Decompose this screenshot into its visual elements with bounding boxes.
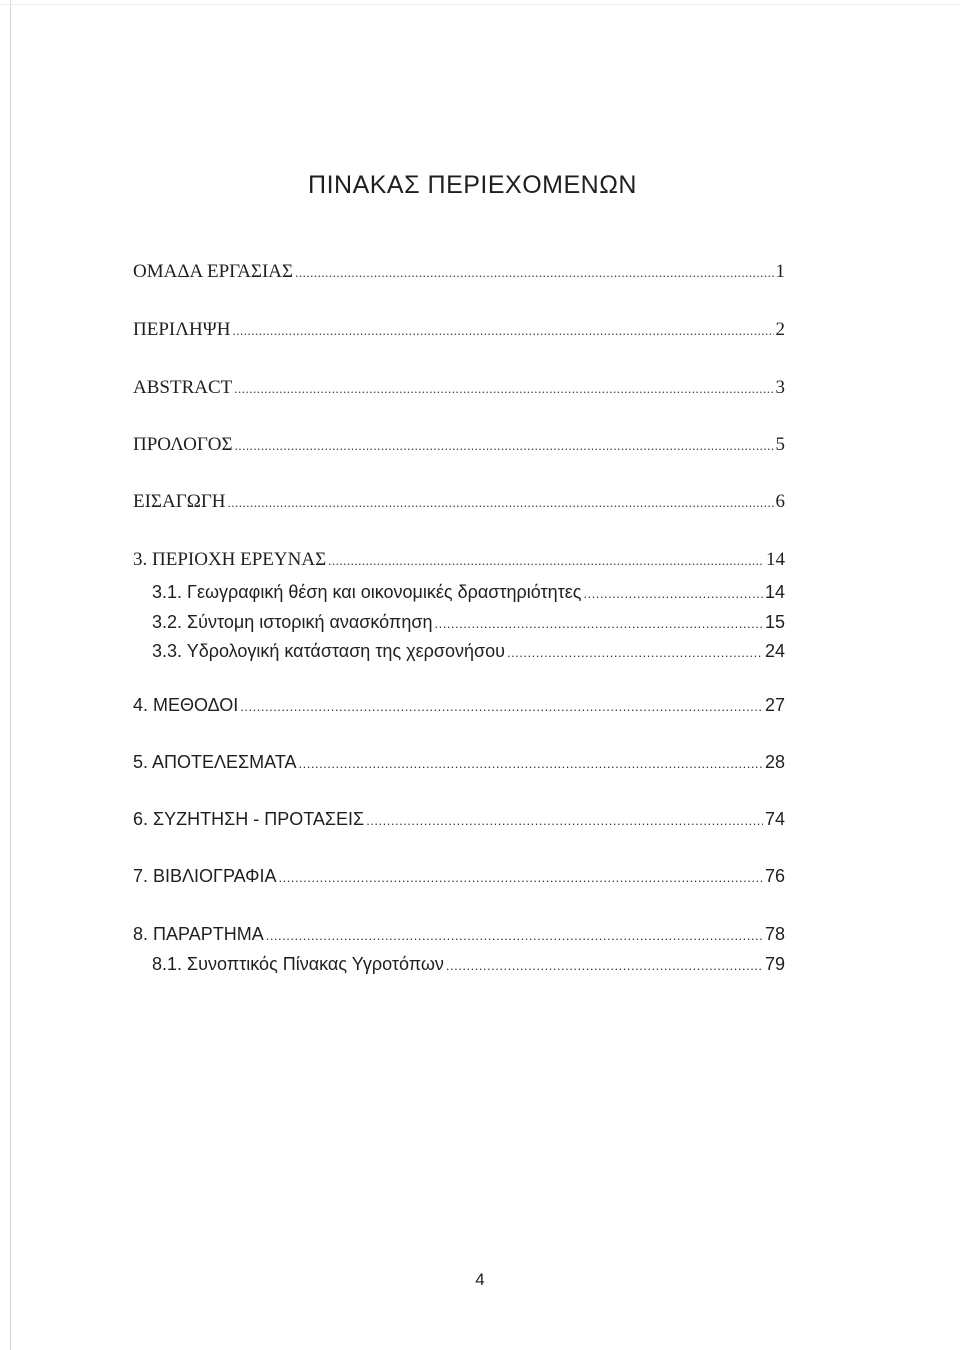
toc-entry-label: 6. ΣΥΖΗΤΗΣΗ - ΠΡΟΤΑΣΕΙΣ (133, 809, 365, 829)
toc-entry-page: 24 (764, 641, 785, 661)
toc-entry-page: 14 (764, 582, 785, 602)
toc-dot-leader (328, 549, 764, 573)
toc-entry-label: 7. ΒΙΒΛΙΟΓΡΑΦΙΑ (133, 866, 277, 886)
toc-entry[interactable] (133, 433, 785, 457)
toc-entry-label: 8. ΠΑΡΑΡΤΗΜΑ (133, 924, 264, 944)
toc-entry-page: 2 (775, 319, 785, 340)
toc-entry-page: 1 (775, 261, 785, 282)
toc-dot-leader (234, 377, 773, 401)
toc-entry[interactable] (133, 922, 785, 946)
toc-entry-page: 5 (775, 434, 785, 455)
toc-entry[interactable] (133, 807, 785, 831)
toc-entry-label: ΠΡΟΛΟΓΟΣ (133, 434, 233, 455)
toc-entry-page: 14 (766, 549, 785, 570)
toc-entry-label: ΠΕΡΙΛΗΨΗ (133, 319, 231, 340)
toc-entry-page: 76 (764, 866, 785, 886)
toc-entry-label: ΟΜΑΔΑ ΕΡΓΑΣΙΑΣ (133, 261, 294, 282)
toc-dot-leader (228, 491, 774, 515)
page-title: ΠΙΝΑΚΑΣ ΠΕΡΙΕΧΟΜΕΝΩΝ (308, 171, 637, 199)
toc-entry[interactable] (152, 580, 785, 604)
toc-dot-leader (446, 954, 763, 978)
toc-entry[interactable] (133, 750, 785, 774)
toc-entry-page: 3 (775, 377, 785, 398)
toc-entry[interactable] (152, 639, 785, 663)
toc-entry-page: 78 (764, 924, 785, 944)
toc-entry-page: 6 (775, 491, 785, 512)
toc-entry-label: 4. ΜΕΘΟΔΟΙ (133, 695, 239, 715)
toc-entry-label: ABSTRACT (133, 377, 233, 398)
toc-entry[interactable] (133, 376, 785, 400)
toc-entry-label: 3. ΠΕΡΙΟΧΗ ΕΡΕΥΝΑΣ (133, 549, 327, 570)
toc-entry[interactable] (133, 548, 785, 572)
page-number: 4 (475, 1270, 485, 1289)
toc-dot-leader (366, 809, 763, 833)
toc-entry[interactable] (133, 693, 785, 717)
toc-entry-label: ΕΙΣΑΓΩΓΗ (133, 491, 226, 512)
toc-dot-leader (240, 695, 763, 719)
toc-entry[interactable] (133, 864, 785, 888)
toc-entry[interactable] (133, 490, 785, 514)
scan-edge-line (10, 0, 11, 1350)
toc-dot-leader (279, 866, 763, 890)
toc-dot-leader (299, 752, 763, 776)
toc-entry-page: 27 (764, 695, 785, 715)
toc-entry[interactable] (133, 260, 785, 284)
toc-dot-leader (507, 641, 763, 665)
toc-entry-label: 3.2. Σύντομη ιστορική ανασκόπηση (152, 612, 433, 632)
toc-dot-leader (583, 582, 763, 606)
toc-dot-leader (434, 612, 762, 636)
toc-dot-leader (295, 261, 773, 285)
toc-dot-leader (235, 434, 774, 458)
toc-entry[interactable] (133, 318, 785, 342)
toc-entry-page: 28 (764, 752, 785, 772)
toc-dot-leader (232, 319, 773, 343)
toc-entry[interactable] (152, 610, 785, 634)
toc-entry[interactable] (152, 952, 785, 976)
toc-entry-label: 3.3. Υδρολογική κατάσταση της χερσονήσου (152, 641, 505, 661)
scan-top-line (0, 4, 960, 5)
toc-entry-label: 8.1. Συνοπτικός Πίνακας Υγροτόπων (152, 954, 444, 974)
toc-entry-page: 15 (764, 612, 785, 632)
toc-entry-label: 5. ΑΠΟΤΕΛΕΣΜΑΤΑ (133, 752, 297, 772)
toc-dot-leader (266, 924, 763, 948)
toc-entry-label: 3.1. Γεωγραφική θέση και οικονομικές δραστηριότητες (152, 582, 582, 602)
toc-entry-page: 74 (764, 809, 785, 829)
toc-entry-page: 79 (764, 954, 785, 974)
